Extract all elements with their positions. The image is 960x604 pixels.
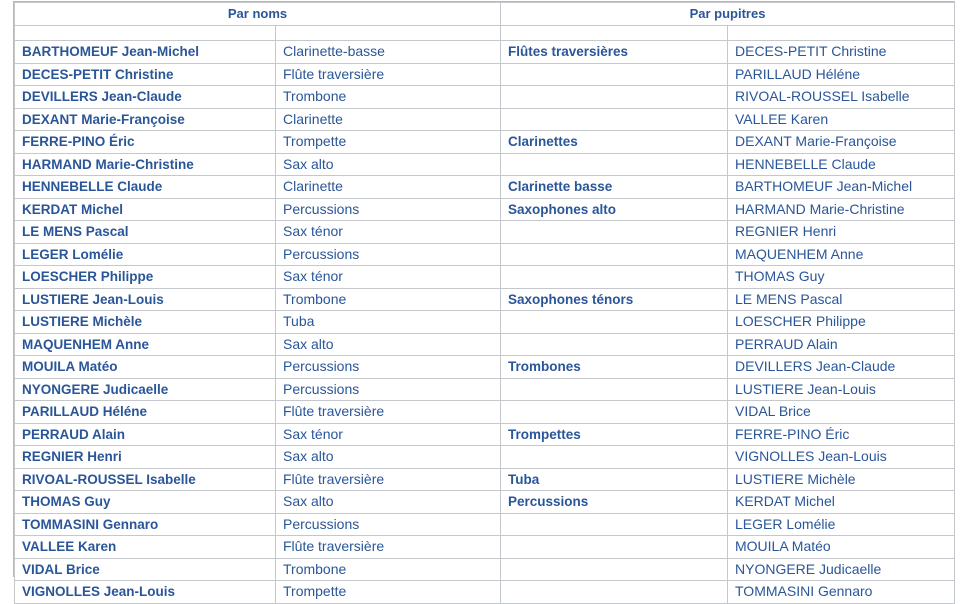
- section-name-cell[interactable]: [501, 581, 728, 604]
- table-row: [15, 423, 955, 446]
- section-member-cell[interactable]: LUSTIERE Jean-Louis: [728, 378, 955, 401]
- table-row: [15, 63, 955, 86]
- section-name-cell[interactable]: [501, 153, 728, 176]
- table-row: [15, 221, 955, 244]
- section-name-cell[interactable]: [501, 401, 728, 424]
- section-member-cell[interactable]: DEXANT Marie-Françoise: [728, 131, 955, 154]
- table-row: [15, 311, 955, 334]
- instrument-cell[interactable]: Tuba: [276, 311, 501, 334]
- section-member-cell[interactable]: TOMMASINI Gennaro: [728, 581, 955, 604]
- instrument-cell[interactable]: Percussions: [276, 243, 501, 266]
- section-name-cell[interactable]: [501, 536, 728, 559]
- section-member-cell[interactable]: REGNIER Henri: [728, 221, 955, 244]
- section-member-cell[interactable]: NYONGERE Judicaelle: [728, 558, 955, 581]
- member-name-cell[interactable]: DEXANT Marie-Françoise: [15, 108, 276, 131]
- instrument-cell[interactable]: Sax alto: [276, 446, 501, 469]
- member-name-cell[interactable]: PERRAUD Alain: [15, 423, 276, 446]
- instrument-cell[interactable]: Trombone: [276, 86, 501, 109]
- instrument-cell[interactable]: Clarinette: [276, 108, 501, 131]
- section-member-cell[interactable]: LOESCHER Philippe: [728, 311, 955, 334]
- section-member-cell[interactable]: DECES-PETIT Christine: [728, 41, 955, 64]
- section-name-cell[interactable]: [501, 446, 728, 469]
- instrument-cell[interactable]: Percussions: [276, 356, 501, 379]
- member-name-cell[interactable]: LOESCHER Philippe: [15, 266, 276, 289]
- table-row: [15, 86, 955, 109]
- instrument-cell[interactable]: Sax alto: [276, 153, 501, 176]
- member-name-cell[interactable]: HENNEBELLE Claude: [15, 176, 276, 199]
- section-member-cell[interactable]: HENNEBELLE Claude: [728, 153, 955, 176]
- instrument-cell[interactable]: Trompette: [276, 131, 501, 154]
- section-name-cell[interactable]: Trompettes: [501, 423, 728, 446]
- member-name-cell[interactable]: MOUILA Matéo: [15, 356, 276, 379]
- member-name-cell[interactable]: THOMAS Guy: [15, 491, 276, 514]
- section-member-cell[interactable]: VALLEE Karen: [728, 108, 955, 131]
- instrument-cell[interactable]: Sax ténor: [276, 221, 501, 244]
- section-member-cell[interactable]: DEVILLERS Jean-Claude: [728, 356, 955, 379]
- table-row: [15, 446, 955, 469]
- section-name-cell[interactable]: [501, 311, 728, 334]
- member-name-cell[interactable]: NYONGERE Judicaelle: [15, 378, 276, 401]
- table-row: [15, 41, 955, 64]
- spacer-cell-1: [15, 26, 276, 41]
- table-row: [15, 558, 955, 581]
- table-row: [15, 131, 955, 154]
- table-row: [15, 243, 955, 266]
- table-row: [15, 108, 955, 131]
- member-name-cell[interactable]: RIVOAL-ROUSSEL Isabelle: [15, 468, 276, 491]
- section-name-cell[interactable]: [501, 63, 728, 86]
- section-member-cell[interactable]: VIGNOLLES Jean-Louis: [728, 446, 955, 469]
- section-member-cell[interactable]: THOMAS Guy: [728, 266, 955, 289]
- instrument-cell[interactable]: Trompette: [276, 581, 501, 604]
- header-by-sections: Par pupitres: [501, 3, 955, 26]
- table-row: [15, 378, 955, 401]
- header-by-names: Par noms: [15, 3, 501, 26]
- instrument-cell[interactable]: Clarinette: [276, 176, 501, 199]
- section-member-cell[interactable]: LE MENS Pascal: [728, 288, 955, 311]
- section-name-cell[interactable]: [501, 86, 728, 109]
- instrument-cell[interactable]: Trombone: [276, 558, 501, 581]
- table-row: [15, 288, 955, 311]
- section-member-cell[interactable]: KERDAT Michel: [728, 491, 955, 514]
- section-member-cell[interactable]: RIVOAL-ROUSSEL Isabelle: [728, 86, 955, 109]
- roster-table-body: [15, 3, 955, 604]
- instrument-cell[interactable]: Flûte traversière: [276, 536, 501, 559]
- table-row: [15, 581, 955, 604]
- section-member-cell[interactable]: MOUILA Matéo: [728, 536, 955, 559]
- section-name-cell[interactable]: [501, 108, 728, 131]
- member-name-cell[interactable]: LE MENS Pascal: [15, 221, 276, 244]
- section-member-cell[interactable]: FERRE-PINO Éric: [728, 423, 955, 446]
- section-member-cell[interactable]: VIDAL Brice: [728, 401, 955, 424]
- section-member-cell[interactable]: HARMAND Marie-Christine: [728, 198, 955, 221]
- member-name-cell[interactable]: TOMMASINI Gennaro: [15, 513, 276, 536]
- section-name-cell[interactable]: [501, 266, 728, 289]
- section-name-cell[interactable]: [501, 333, 728, 356]
- member-name-cell[interactable]: KERDAT Michel: [15, 198, 276, 221]
- section-name-cell[interactable]: Clarinette basse: [501, 176, 728, 199]
- instrument-cell[interactable]: Sax alto: [276, 491, 501, 514]
- table-row: [15, 198, 955, 221]
- section-name-cell[interactable]: Trombones: [501, 356, 728, 379]
- member-name-cell[interactable]: VIGNOLLES Jean-Louis: [15, 581, 276, 604]
- table-row: [15, 356, 955, 379]
- table-header-row: [15, 3, 955, 26]
- instrument-cell[interactable]: Percussions: [276, 513, 501, 536]
- member-name-cell[interactable]: DEVILLERS Jean-Claude: [15, 86, 276, 109]
- instrument-cell[interactable]: Flûte traversière: [276, 63, 501, 86]
- table-row: [15, 266, 955, 289]
- member-name-cell[interactable]: LUSTIERE Jean-Louis: [15, 288, 276, 311]
- orchestra-roster-table: [14, 2, 955, 604]
- instrument-cell[interactable]: Percussions: [276, 198, 501, 221]
- spacer-cell-4: [728, 26, 955, 41]
- section-name-cell[interactable]: [501, 513, 728, 536]
- section-name-cell[interactable]: [501, 378, 728, 401]
- section-member-cell[interactable]: LEGER Lomélie: [728, 513, 955, 536]
- instrument-cell[interactable]: Clarinette-basse: [276, 41, 501, 64]
- table-row: [15, 513, 955, 536]
- instrument-cell[interactable]: Flûte traversière: [276, 401, 501, 424]
- table-row: [15, 176, 955, 199]
- table-row: [15, 333, 955, 356]
- section-member-cell[interactable]: PARILLAUD Héléne: [728, 63, 955, 86]
- section-name-cell[interactable]: [501, 558, 728, 581]
- member-name-cell[interactable]: DECES-PETIT Christine: [15, 63, 276, 86]
- instrument-cell[interactable]: Sax ténor: [276, 423, 501, 446]
- instrument-cell[interactable]: Trombone: [276, 288, 501, 311]
- table-row: [15, 491, 955, 514]
- member-name-cell[interactable]: VIDAL Brice: [15, 558, 276, 581]
- section-name-cell[interactable]: Saxophones ténors: [501, 288, 728, 311]
- member-name-cell[interactable]: PARILLAUD Héléne: [15, 401, 276, 424]
- section-member-cell[interactable]: MAQUENHEM Anne: [728, 243, 955, 266]
- roster-table-frame: [13, 1, 955, 599]
- table-row: [15, 153, 955, 176]
- member-name-cell[interactable]: FERRE-PINO Éric: [15, 131, 276, 154]
- section-member-cell[interactable]: PERRAUD Alain: [728, 333, 955, 356]
- section-name-cell[interactable]: Saxophones alto: [501, 198, 728, 221]
- instrument-cell[interactable]: Flûte traversière: [276, 468, 501, 491]
- table-row: [15, 468, 955, 491]
- member-name-cell[interactable]: REGNIER Henri: [15, 446, 276, 469]
- section-member-cell[interactable]: LUSTIERE Michèle: [728, 468, 955, 491]
- section-name-cell[interactable]: [501, 243, 728, 266]
- table-row: [15, 536, 955, 559]
- section-name-cell[interactable]: Clarinettes: [501, 131, 728, 154]
- section-name-cell[interactable]: Percussions: [501, 491, 728, 514]
- member-name-cell[interactable]: LEGER Lomélie: [15, 243, 276, 266]
- member-name-cell[interactable]: MAQUENHEM Anne: [15, 333, 276, 356]
- member-name-cell[interactable]: HARMAND Marie-Christine: [15, 153, 276, 176]
- instrument-cell[interactable]: Sax ténor: [276, 266, 501, 289]
- table-spacer-row: [15, 26, 955, 41]
- member-name-cell[interactable]: VALLEE Karen: [15, 536, 276, 559]
- member-name-cell[interactable]: LUSTIERE Michèle: [15, 311, 276, 334]
- table-row: [15, 401, 955, 424]
- spacer-cell-3: [501, 26, 728, 41]
- instrument-cell[interactable]: Sax alto: [276, 333, 501, 356]
- section-name-cell[interactable]: [501, 221, 728, 244]
- section-member-cell[interactable]: BARTHOMEUF Jean-Michel: [728, 176, 955, 199]
- spacer-cell-2: [276, 26, 501, 41]
- instrument-cell[interactable]: Percussions: [276, 378, 501, 401]
- member-name-cell[interactable]: BARTHOMEUF Jean-Michel: [15, 41, 276, 64]
- section-name-cell[interactable]: Flûtes traversières: [501, 41, 728, 64]
- section-name-cell[interactable]: Tuba: [501, 468, 728, 491]
